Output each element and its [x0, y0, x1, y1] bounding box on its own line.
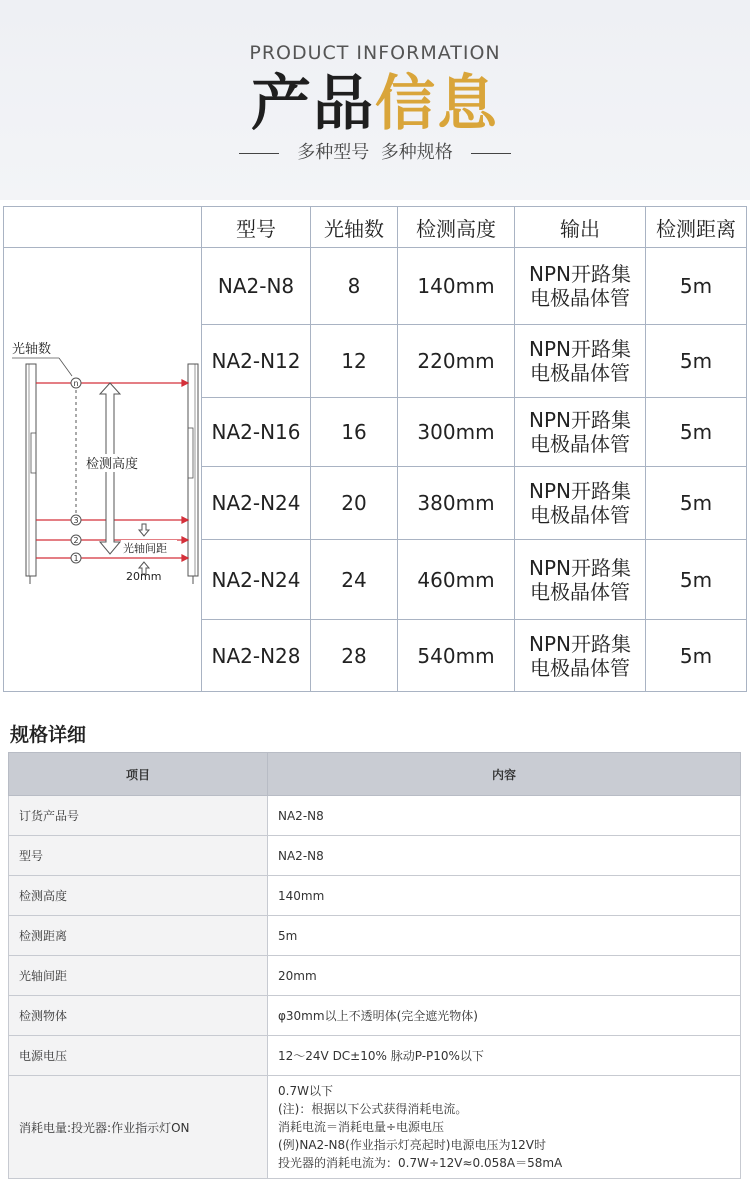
axis-mark-1-label: 1 — [73, 554, 79, 563]
spec-key: 型号 — [9, 836, 268, 876]
spec-value: 20mm — [268, 956, 741, 996]
cell-axes: 8 — [311, 248, 398, 325]
spec-key: 检测距离 — [9, 916, 268, 956]
subtitle-en: PRODUCT INFORMATION — [249, 42, 501, 64]
spec-value-power — [268, 1076, 741, 1179]
spec-key: 光轴间距 — [9, 956, 268, 996]
cell-axes: 16 — [311, 398, 398, 467]
page-title — [0, 68, 750, 140]
cell-axes: 28 — [311, 620, 398, 692]
cell-model: NA2-N24 — [202, 467, 311, 540]
label-pitch-value: 20mm — [126, 570, 162, 583]
axis-mark-3-label: 3 — [73, 516, 79, 525]
spec-key: 电源电压 — [9, 1036, 268, 1076]
cell-model: NA2-N16 — [202, 398, 311, 467]
pitch-arrow-down — [139, 524, 149, 536]
table-row — [9, 916, 741, 956]
spec-table-header — [9, 753, 741, 796]
axis-mark-n-label: n — [73, 379, 79, 388]
cell-output — [515, 398, 646, 467]
beam-3-arrow — [182, 517, 188, 523]
cell-distance: 5m — [646, 540, 747, 620]
cell-output — [515, 540, 646, 620]
beam-2-arrow — [182, 537, 188, 543]
output-line1: NPN开路集 — [529, 408, 631, 432]
cell-distance: 5m — [646, 467, 747, 540]
cell-model: NA2-N28 — [202, 620, 311, 692]
table-row — [9, 996, 741, 1036]
cell-output — [515, 248, 646, 325]
cell-height: 140mm — [398, 248, 515, 325]
output-line1: NPN开路集 — [529, 337, 631, 361]
title-part1: 产品 — [251, 69, 375, 139]
label-pitch: 光轴间距 — [123, 542, 167, 555]
tagline — [0, 138, 750, 164]
cell-height: 540mm — [398, 620, 515, 692]
spec-value: 140mm — [268, 876, 741, 916]
cell-output — [515, 620, 646, 692]
spec-value: 5m — [268, 916, 741, 956]
power-line: 投光器的消耗电流为：0.7W÷12V≈0.058A＝58mA — [278, 1156, 563, 1170]
spec-key: 检测高度 — [9, 876, 268, 916]
spec-value: 12～24V DC±10% 脉动P-P10%以下 — [268, 1036, 741, 1076]
cell-axes: 24 — [311, 540, 398, 620]
spec-key: 消耗电量:投光器:作业指示灯ON — [9, 1076, 268, 1179]
output-line2: 电极晶体管 — [530, 432, 630, 456]
cell-output — [515, 325, 646, 398]
cell-height: 380mm — [398, 467, 515, 540]
output-line2: 电极晶体管 — [530, 361, 630, 385]
output-line1: NPN开路集 — [529, 555, 631, 580]
spec-value: φ30mm以上不透明体(完全遮光物体) — [268, 996, 741, 1036]
cell-model: NA2-N8 — [202, 248, 311, 325]
label-axes-leader — [59, 358, 72, 376]
header-banner — [0, 0, 750, 200]
header-output: 输出 — [515, 207, 646, 248]
cell-output — [515, 467, 646, 540]
cell-distance: 5m — [646, 248, 747, 325]
beam-n-arrow — [182, 380, 188, 386]
header-axes: 光轴数 — [311, 207, 398, 248]
output-line2: 电极晶体管 — [530, 503, 630, 527]
output-line1: NPN开路集 — [529, 631, 631, 656]
cell-distance: 5m — [646, 325, 747, 398]
cell-axes: 12 — [311, 325, 398, 398]
spec-value: NA2-N8 — [268, 836, 741, 876]
cell-axes: 20 — [311, 467, 398, 540]
output-line1: NPN开路集 — [529, 479, 631, 503]
output-line2: 电极晶体管 — [530, 655, 630, 680]
spec-header-item: 项目 — [9, 753, 268, 796]
cell-height: 220mm — [398, 325, 515, 398]
header-model: 型号 — [202, 207, 311, 248]
diagram-header-cell — [4, 207, 202, 248]
output-line2: 电极晶体管 — [530, 579, 630, 604]
table-row — [4, 248, 747, 325]
table-row — [9, 1036, 741, 1076]
product-table-header — [4, 207, 747, 248]
output-line1: NPN开路集 — [529, 262, 631, 286]
cell-model: NA2-N12 — [202, 325, 311, 398]
cell-distance: 5m — [646, 620, 747, 692]
table-row — [9, 836, 741, 876]
power-line: (例)NA2-N8(作业指示灯亮起时)电源电压为12V时 — [278, 1138, 546, 1152]
table-row — [9, 876, 741, 916]
spec-table — [8, 752, 741, 1179]
power-line: (注)：根据以下公式获得消耗电流。 — [278, 1102, 468, 1116]
label-axes: 光轴数 — [12, 342, 52, 357]
power-line: 0.7W以下 — [278, 1084, 333, 1098]
spec-header-content: 内容 — [268, 753, 741, 796]
header-height: 检测高度 — [398, 207, 515, 248]
table-row — [9, 796, 741, 836]
tagline-text: 多种型号 多种规格 — [297, 142, 453, 163]
power-line: 消耗电流＝消耗电量÷电源电压 — [278, 1120, 445, 1134]
label-height: 检测高度 — [86, 457, 139, 472]
axis-mark-2-label: 2 — [73, 536, 79, 545]
spec-key: 订货产品号 — [9, 796, 268, 836]
table-row — [9, 956, 741, 996]
tagline-rule-left — [239, 153, 279, 154]
header-distance: 检测距离 — [646, 207, 747, 248]
spec-value: NA2-N8 — [268, 796, 741, 836]
spec-key: 检测物体 — [9, 996, 268, 1036]
output-line2: 电极晶体管 — [530, 286, 630, 310]
light-curtain-diagram — [4, 288, 201, 588]
spec-section-title: 规格详细 — [10, 724, 87, 746]
cell-height: 460mm — [398, 540, 515, 620]
diagram-cell — [4, 248, 202, 692]
cell-model: NA2-N24 — [202, 540, 311, 620]
beam-1-arrow — [182, 555, 188, 561]
table-row — [9, 1076, 741, 1179]
cell-height: 300mm — [398, 398, 515, 467]
title-part2: 信息 — [375, 69, 499, 139]
product-table — [3, 206, 747, 692]
tagline-rule-right — [471, 153, 511, 154]
cell-distance: 5m — [646, 398, 747, 467]
